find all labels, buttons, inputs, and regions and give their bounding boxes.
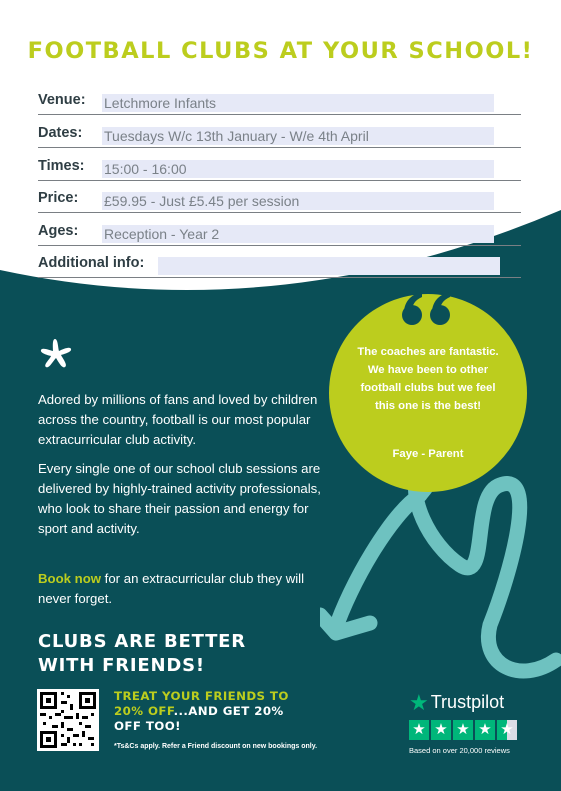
offer-highlight: TREAT YOUR FRIENDS TO 20% OFF [114, 689, 289, 718]
coaches-paragraph: Every single one of our school club sessions are delivered by highly-trained activity professionals, who look to share their passion and energy for sport and activity. [38, 461, 321, 536]
venue-field[interactable]: Letchmore Infants [102, 94, 494, 112]
asterisk-star-icon [38, 336, 74, 372]
rating-star-icon: ★ [475, 720, 495, 740]
rating-star-icon: ★ [409, 720, 429, 740]
price-field[interactable]: £59.95 - Just £5.45 per session [102, 192, 494, 210]
price-label: Price: [38, 190, 79, 206]
qr-code-icon[interactable] [37, 689, 99, 751]
trustpilot-star-icon: ★ [409, 690, 429, 715]
trustpilot-caption: Based on over 20,000 reviews [409, 746, 510, 755]
friends-heading: CLUBS ARE BETTER WITH FRIENDS! [38, 631, 246, 676]
additional-info-field[interactable] [158, 257, 500, 275]
divider [38, 180, 521, 181]
rating-half-star-icon: ★ [497, 720, 517, 740]
times-label: Times: [38, 158, 85, 174]
refer-friend-offer [114, 689, 314, 734]
additional-info-label: Additional info: [38, 255, 145, 271]
dates-label: Dates: [38, 125, 83, 141]
divider [38, 147, 521, 148]
testimonial-text: The coaches are fantastic. We have been to other football clubs but we feel this one is the best! [357, 346, 499, 412]
testimonial-author: Faye - Parent [392, 448, 464, 460]
cta-paragraph [38, 569, 333, 609]
times-field[interactable]: 15:00 - 16:00 [102, 160, 494, 178]
divider [38, 212, 521, 213]
trustpilot-logo[interactable] [409, 690, 504, 716]
ages-label: Ages: [38, 223, 79, 239]
trustpilot-logo-text: Trustpilot [430, 692, 505, 712]
divider [38, 245, 521, 246]
terms-note: *Ts&Cs apply. Refer a Friend discount on new bookings only. [114, 743, 318, 750]
rating-star-icon: ★ [453, 720, 473, 740]
rating-star-icon: ★ [431, 720, 451, 740]
offer-rest: ...AND GET 20% OFF TOO! [114, 704, 284, 733]
book-now-link[interactable]: Book now [38, 571, 102, 586]
intro-paragraph: Adored by millions of fans and loved by children across the country, football is our most popular extracurricular club activity. [38, 392, 318, 447]
trustpilot-rating [409, 720, 517, 742]
divider [38, 114, 521, 115]
ages-field[interactable]: Reception - Year 2 [102, 225, 494, 243]
cta-rest-text: for an extracurricular club they will never forget. [38, 571, 305, 606]
venue-label: Venue: [38, 92, 86, 108]
dates-field[interactable]: Tuesdays W/c 13th January - W/e 4th April [102, 127, 494, 145]
page-title: FOOTBALL CLUBS AT YOUR SCHOOL! [27, 38, 534, 64]
quote-marks-icon [400, 291, 456, 327]
divider [38, 277, 521, 278]
